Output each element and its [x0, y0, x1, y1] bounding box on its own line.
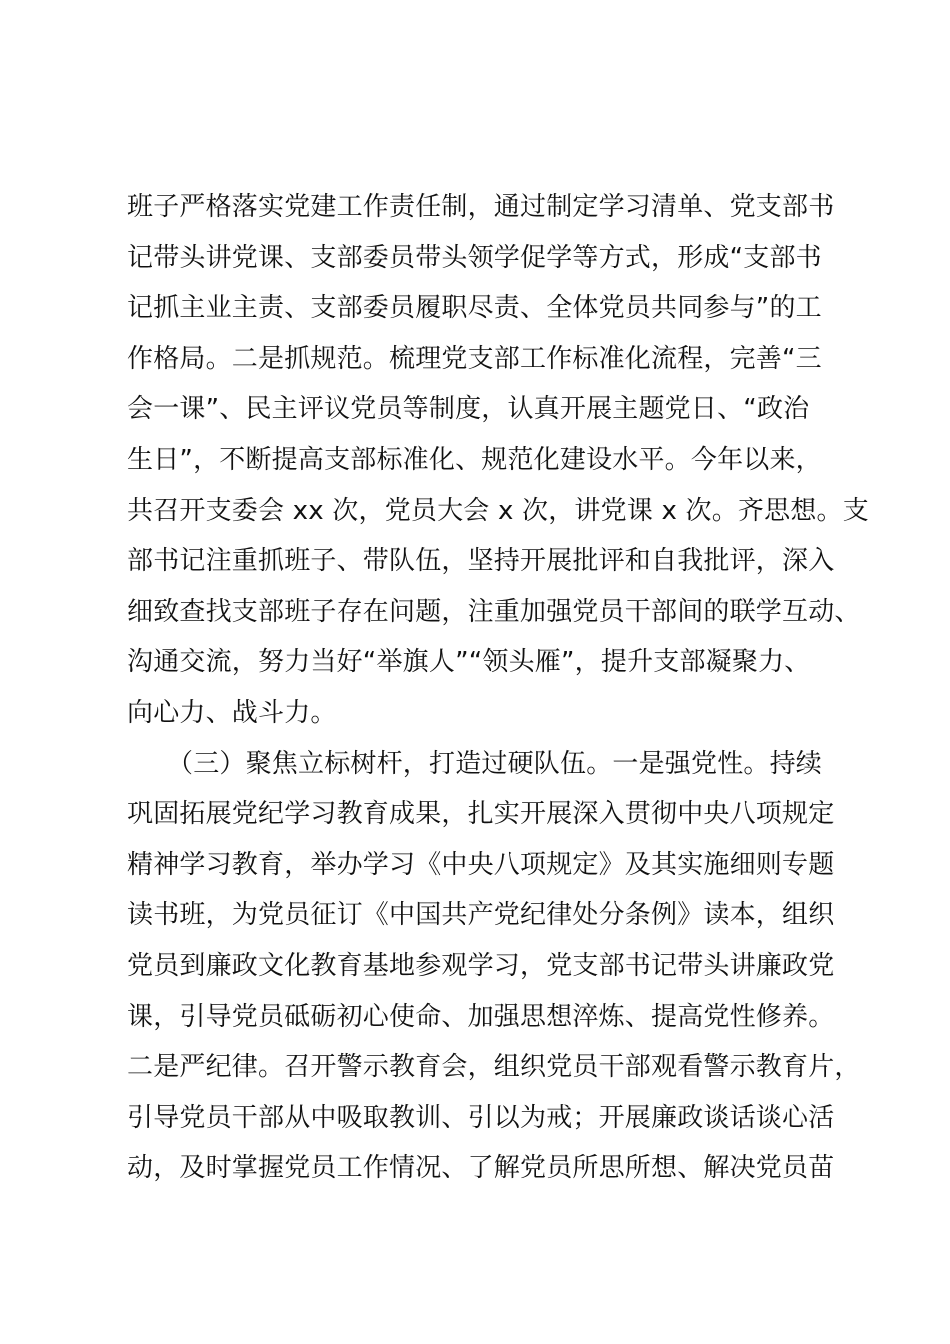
text-line: 会一课”、民主评议党员等制度，认真开展主题党日、“政治: [127, 394, 810, 425]
text-line: 精神学习教育，举办学习《中央八项规定》及其实施细则专题: [127, 849, 835, 880]
text-line: 作格局。二是抓规范。梳理党支部工作标准化流程，完善“三: [127, 343, 822, 374]
text-line: 生日”，不断提高支部标准化、规范化建设水平。今年以来，: [127, 444, 822, 475]
text-line: 党员到廉政文化教育基地参观学习，党支部书记带头讲廉政党: [127, 950, 835, 981]
text-line: 记带头讲党课、支部委员带头领学促学等方式，形成“支部书: [127, 242, 822, 273]
text-line: 向心力、战斗力。: [127, 697, 337, 728]
text-line: 部书记注重抓班子、带队伍，坚持开展批评和自我批评，深入: [127, 546, 835, 577]
text-line: 引导党员干部从中吸取教训、引以为戒；开展廉政谈话谈心活: [127, 1102, 835, 1133]
text-line: 细致查找支部班子存在问题，注重加强党员干部间的联学互动、: [127, 596, 861, 627]
section-heading-line: （三）聚焦立标树杆，打造过硬队伍。一是强党性。持续: [167, 748, 823, 779]
text-line: 动，及时掌握党员工作情况、了解党员所思所想、解决党员苗: [127, 1153, 835, 1184]
text-line: 班子严格落实党建工作责任制，通过制定学习清单、党支部书: [127, 192, 835, 222]
text-line: 读书班，为党员征订《中国共产党纪律处分条例》读本，组织: [127, 900, 835, 931]
text-line: 二是严纪律。召开警示教育会，组织党员干部观看警示教育片，: [127, 1052, 861, 1083]
text-line: 共召开支委会 xx 次，党员大会 x 次，讲党课 x 次。齐思想。支: [127, 495, 869, 526]
text-line: 记抓主业主责、支部委员履职尽责、全体党员共同参与”的工: [127, 293, 822, 324]
body-text: [127, 182, 869, 1194]
text-line: 巩固拓展党纪学习教育成果，扎实开展深入贯彻中央八项规定: [127, 799, 835, 830]
text-line: 课，引导党员砥砺初心使命、加强思想淬炼、提高党性修养。: [127, 1001, 835, 1032]
text-line: 沟通交流，努力当好“举旗人”“领头雁”，提升支部凝聚力、: [127, 647, 811, 678]
